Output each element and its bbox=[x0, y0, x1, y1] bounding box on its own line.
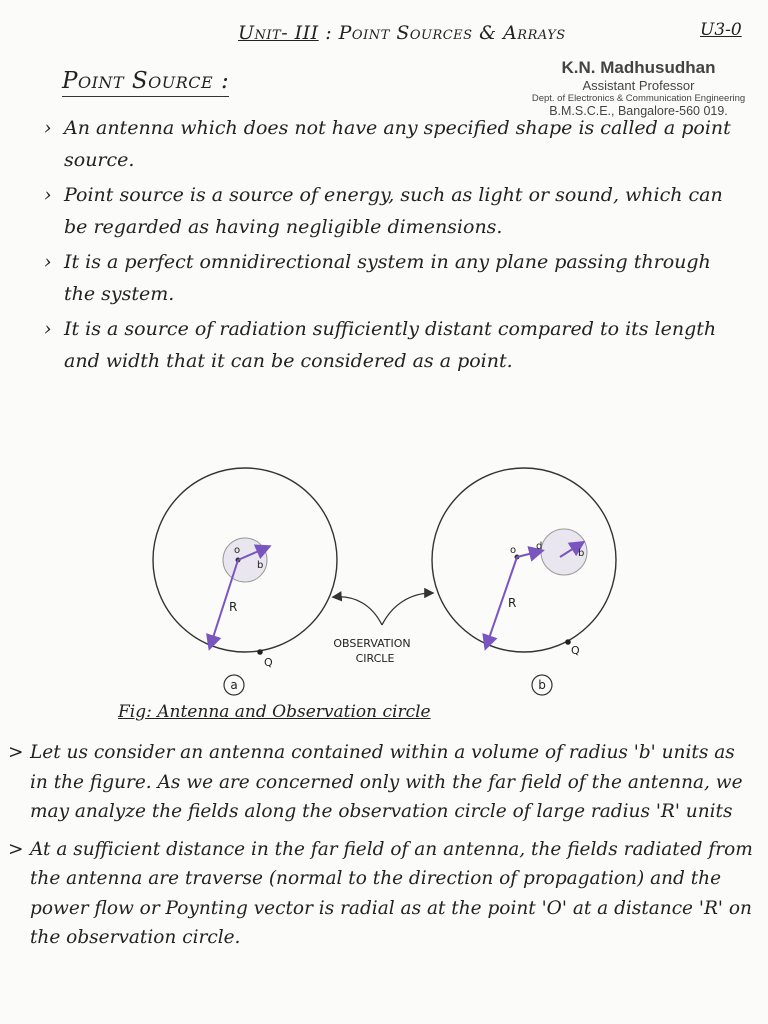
observation-label-line1: OBSERVATION bbox=[333, 637, 411, 650]
antenna-figure bbox=[0, 465, 768, 715]
tag-b: b bbox=[538, 678, 546, 692]
list-item: › It is a perfect omnidirectional system in any plane passing through the system. bbox=[44, 246, 744, 310]
point-q-b bbox=[565, 639, 571, 645]
observation-circle-b bbox=[432, 468, 616, 652]
stamp-address: B.M.S.C.E., Bangalore-560 019. bbox=[549, 104, 728, 118]
point-q-a bbox=[257, 649, 263, 655]
pointer-arrow-right bbox=[382, 593, 432, 625]
unit-title: : Point Sources & Arrays bbox=[318, 22, 566, 44]
label-d-b: d bbox=[536, 541, 543, 552]
bullet-mark: › bbox=[44, 184, 52, 206]
label-q-a: Q bbox=[264, 656, 273, 669]
list-item: › It is a source of radiation sufficiently distant compared to its length and width that it can be considered as a point. bbox=[44, 313, 744, 377]
bullet-mark: > bbox=[8, 838, 24, 860]
observation-label-line2: CIRCLE bbox=[355, 652, 395, 665]
label-o-a: o bbox=[234, 545, 241, 556]
author-stamp bbox=[526, 58, 751, 118]
label-r-a: R bbox=[229, 600, 238, 614]
stamp-dept: Dept. of Electronics & Communication Engineering bbox=[531, 93, 746, 104]
bullet-mark: › bbox=[44, 251, 52, 273]
bullet-mark: › bbox=[44, 117, 52, 139]
list-item: > Let us consider an antenna contained within a volume of radius 'b' units as in the figure. As we are concerned only with the far field of the antenna, we may analyze the fields along the observation circle of large radius 'R' units bbox=[8, 738, 753, 827]
figure-caption: Fig: Antenna and Observation circle bbox=[118, 702, 431, 722]
unit-header bbox=[238, 22, 566, 44]
list-item: › Point source is a source of energy, such as light or sound, which can be regarded as having negligible dimensions. bbox=[44, 179, 744, 243]
label-q-b: Q bbox=[571, 644, 580, 657]
label-o-b: o bbox=[510, 545, 517, 556]
stamp-name: K.N. Madhusudhan bbox=[561, 58, 716, 77]
section-title: Point Source : bbox=[62, 68, 229, 97]
analysis-list bbox=[8, 738, 753, 961]
tag-a: a bbox=[230, 678, 238, 692]
label-b-b: b bbox=[578, 548, 585, 559]
page-code: U3-0 bbox=[700, 20, 742, 40]
bullet-mark: › bbox=[44, 318, 52, 340]
label-r-b: R bbox=[508, 596, 517, 610]
label-b-a: b bbox=[257, 560, 264, 571]
definition-list bbox=[44, 112, 744, 380]
list-item: › An antenna which does not have any specified shape is called a point source. bbox=[44, 112, 744, 176]
unit-label: Unit- III bbox=[238, 22, 319, 44]
pointer-arrow-left bbox=[334, 597, 382, 625]
stamp-role: Assistant Professor bbox=[582, 78, 695, 93]
list-item: > At a sufficient distance in the far field of an antenna, the fields radiated from the antenna are traverse (normal to the direction of propagation) and the power flow or Poynting vector is radial as at the point 'O' at a distance 'R' on the observation circle. bbox=[8, 835, 753, 953]
bullet-mark: > bbox=[8, 742, 24, 763]
